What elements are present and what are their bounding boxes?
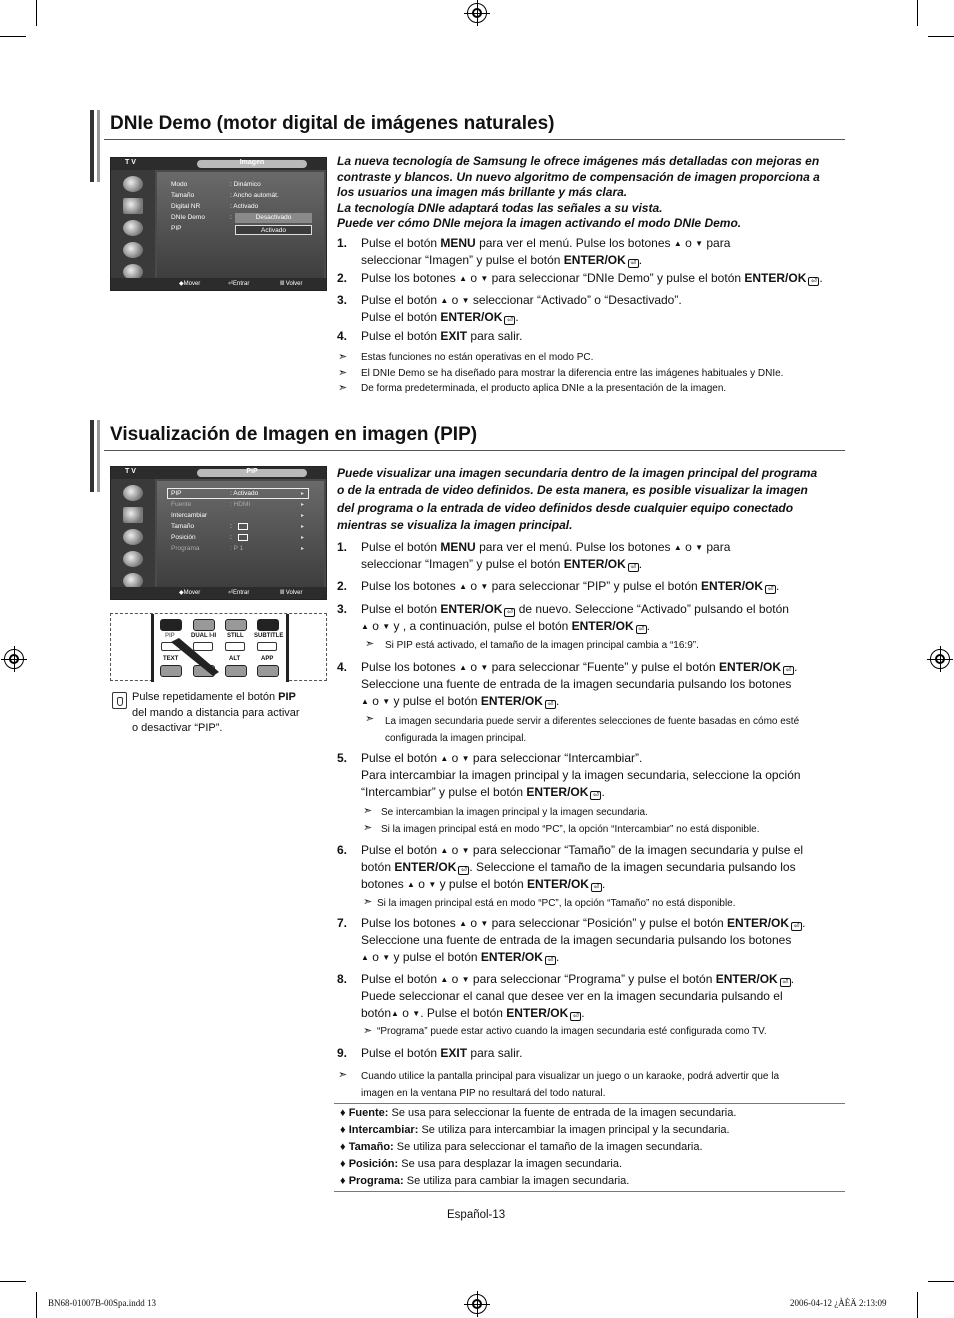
step-number: 3.: [337, 602, 348, 616]
step-text: [361, 578, 851, 595]
crop-mark: [928, 1281, 954, 1282]
remote-label-app: APP: [261, 656, 274, 662]
menu-row-value: : P 1: [230, 545, 244, 552]
menu-row-label: PIP: [171, 225, 182, 232]
menu-sidebar: [111, 479, 155, 587]
pointer-arrow-icon: [169, 636, 229, 676]
step-number: 1.: [337, 540, 348, 554]
section-title: DNIe Demo (motor digital de imágenes naturales): [110, 113, 555, 134]
step-line: Pulse los botones ▲ o ▼ para seleccionar “DNIe Demo” y pulse el botón ENTER/OK ⏎ .: [361, 271, 823, 285]
definition-row: [340, 1156, 622, 1173]
crop-mark: [0, 36, 26, 37]
step-text: [361, 328, 851, 345]
remote-label-text: TEXT: [163, 656, 179, 662]
crop-mark: [36, 1292, 37, 1318]
note-line: La imagen secundaria puede servir a diferentes selecciones de fuente basadas en cómo esté: [385, 716, 800, 727]
definition-row: [340, 1122, 730, 1139]
step-line: botones ▲ o ▼ y pulse el botón ENTER/OK ⏎ .: [361, 877, 606, 891]
note: Si la imagen principal está en modo “PC”, la opción “Tamaño” no está disponible.: [377, 898, 736, 909]
step-number: 1.: [337, 236, 348, 250]
note-arrow-icon: ➣: [363, 896, 373, 908]
sound-icon: [123, 220, 143, 236]
step-line: “Intercambiar” y pulse el botón ENTER/OK ⏎ .: [361, 785, 605, 799]
note-line: imagen en la ventana PIP no resultará del todo natural.: [361, 1088, 606, 1099]
definitions-box: [334, 1103, 845, 1192]
step-line: Pulse el botón EXIT para salir.: [361, 1046, 523, 1060]
definition-row: [340, 1105, 736, 1122]
menu-row-value: :: [230, 523, 232, 530]
definition-term: Intercambiar:: [348, 1124, 419, 1136]
app-button-icon: [257, 642, 277, 651]
step-number: 8.: [337, 972, 348, 986]
footer-return: Ⅲ Volver: [280, 281, 303, 287]
input-icon: [123, 485, 143, 501]
size-icon: [238, 523, 248, 530]
note-line: Cuando utilice la pantalla principal para visualizar un juego o un karaoke, podrá advertir que la: [361, 1071, 780, 1082]
dual-button-icon: [193, 619, 215, 631]
date-info: 2006-04-12 ¿ÀÈÄ 2:13:09: [790, 1298, 887, 1308]
definition-desc: Se usa para seleccionar la fuente de entrada de la imagen secundaria.: [391, 1107, 737, 1119]
menu-tag: T V: [125, 468, 136, 475]
section-title: Visualización de Imagen en imagen (PIP): [110, 424, 478, 445]
definition-term: Posición:: [348, 1158, 399, 1170]
section-rule: [104, 450, 845, 451]
popup-option-desactivado: Desactivado: [235, 213, 312, 223]
intro-line: Puede ver cómo DNIe mejora la imagen activando el modo DNIe Demo.: [337, 216, 742, 230]
definition-term: Programa:: [348, 1175, 404, 1187]
step-text: [361, 750, 851, 801]
step-line: Pulse el botón MENU para ver el menú. Pulse los botones ▲ o ▼ para: [361, 236, 731, 250]
crop-mark: [36, 0, 37, 26]
step-line: Seleccione una fuente de entrada de la imagen secundaria pulsando los botones: [361, 933, 792, 947]
menu-row-label: Programa: [171, 545, 200, 552]
step-line: Seleccione una fuente de entrada de la imagen secundaria pulsando los botones: [361, 677, 792, 691]
menu-row-label: Tamaño: [171, 192, 195, 199]
menu-row-label: Fuente: [171, 501, 192, 508]
position-icon: [238, 534, 248, 541]
step-line: ▲ o ▼ y , a continuación, pulse el botón ENTER/OK ⏎ .: [361, 619, 650, 633]
note: Si PIP está activado, el tamaño de la imagen principal cambia a “16:9”.: [385, 640, 699, 651]
note-arrow-icon: ➣: [338, 367, 348, 379]
section-bar: [97, 420, 100, 492]
step-line: botón ENTER/OK ⏎ . Seleccione el tamaño de la imagen secundaria pulsando los: [361, 860, 796, 874]
step-line: Pulse el botón ▲ o ▼ para seleccionar “Programa” y pulse el botón ENTER/OK ⏎ .: [361, 972, 795, 986]
menu-row-value: : Activado: [230, 203, 259, 210]
channel-icon: [123, 551, 143, 567]
tip-line: Pulse repetidamente el botón PIP: [132, 691, 296, 703]
remote-illustration: [110, 613, 327, 681]
section-rule: [104, 139, 845, 140]
section-bar: [90, 420, 94, 492]
note-arrow-icon: ➣: [365, 638, 375, 650]
step-text: [361, 659, 851, 710]
still-button-icon: [225, 619, 247, 631]
menu-row-label: Posición: [171, 534, 196, 541]
step-text: [361, 842, 851, 893]
chevron-right-icon: ▸: [301, 535, 305, 541]
note: De forma predeterminada, el producto aplica DNIe a la presentación de la imagen.: [361, 383, 727, 394]
hand-icon: [112, 692, 127, 709]
step-text: [361, 971, 851, 1022]
note: El DNIe Demo se ha diseñado para mostrar la diferencia entre las imágenes habituales y DNIe.: [361, 368, 784, 379]
step-text: [361, 915, 851, 966]
file-info: BN68-01007B-00Spa.indd 13: [48, 1298, 156, 1308]
note: [385, 713, 799, 747]
menu-row-value: :: [230, 214, 232, 221]
bullet-icon: ♦: [340, 1124, 346, 1136]
picture-icon: [123, 507, 143, 523]
note: Se intercambian la imagen principal y la imagen secundaria.: [381, 807, 648, 818]
step-number: 2.: [337, 579, 348, 593]
footer-enter: ⏎Entrar: [228, 281, 250, 287]
note: “Programa” puede estar activo cuando la imagen secundaria esté configurada como TV.: [377, 1026, 767, 1037]
step-number: 9.: [337, 1046, 348, 1060]
step-line: Puede seleccionar el canal que desee ver en la imagen secundaria pulsando el: [361, 989, 783, 1003]
registration-mark-icon: [467, 1294, 487, 1314]
definition-desc: Se utiliza para seleccionar el tamaño de la imagen secundaria.: [396, 1141, 703, 1153]
input-icon: [123, 176, 143, 192]
step-text: [361, 235, 851, 269]
tv-menu-pip: [110, 466, 327, 600]
step-line: seleccionar “Imagen” y pulse el botón ENTER/OK ⏎ .: [361, 253, 643, 267]
crop-mark: [928, 36, 954, 37]
tip-line: del mando a distancia para activar: [132, 706, 300, 719]
definition-row: [340, 1173, 629, 1190]
intro-line: o de la entrada de video definidos. De esta manera, es posible visualizar la imagen: [337, 483, 808, 498]
note-line: configurada la imagen principal.: [385, 733, 527, 744]
step-line: Pulse el botón MENU para ver el menú. Pulse los botones ▲ o ▼ para: [361, 540, 731, 554]
note-arrow-icon: ➣: [363, 822, 373, 834]
menu-row-label: Digital NR: [171, 203, 201, 210]
intro-line: Puede visualizar una imagen secundaria dentro de la imagen principal del programa: [337, 466, 818, 480]
chevron-right-icon: ▸: [301, 491, 305, 497]
remote-label-still: STILL: [227, 633, 244, 639]
intro-line: los usuarios una imagen más brillante y más clara.: [337, 185, 628, 199]
step-text: [361, 270, 851, 287]
step-line: ▲ o ▼ y pulse el botón ENTER/OK ⏎ .: [361, 694, 560, 708]
definition-desc: Se usa para desplazar la imagen secundaria.: [401, 1158, 623, 1170]
step-line: Pulse el botón ENTER/OK ⏎ .: [361, 310, 519, 324]
final-note: [361, 1068, 779, 1102]
menu-row-label: DNIe Demo: [171, 214, 205, 221]
menu-titlebar: [197, 160, 307, 168]
bullet-icon: ♦: [340, 1141, 346, 1153]
footer-move: ◆Mover: [179, 281, 201, 287]
menu-row-label: Intercambiar: [171, 512, 208, 519]
footer-move: ◆Mover: [179, 590, 201, 596]
remote-button-icon: [257, 665, 279, 677]
step-number: 6.: [337, 843, 348, 857]
picture-icon: [123, 198, 143, 214]
chevron-right-icon: ▸: [301, 502, 305, 508]
step-text: [361, 539, 851, 573]
pip-button-icon: [160, 619, 182, 631]
pip-intro: [337, 465, 847, 534]
note-arrow-icon: ➣: [363, 805, 373, 817]
step-line: Pulse el botón ENTER/OK ⏎ de nuevo. Seleccione “Activado” pulsando el botón: [361, 602, 789, 616]
menu-tag: T V: [125, 159, 136, 166]
note-arrow-icon: ➣: [338, 382, 348, 394]
registration-mark-icon: [4, 649, 24, 669]
chevron-right-icon: ▸: [301, 546, 305, 552]
pip-tip: [132, 690, 327, 737]
menu-title: PIP: [246, 468, 258, 475]
definition-row: [340, 1139, 703, 1156]
step-number: 4.: [337, 329, 348, 343]
footer-enter: ⏎Entrar: [228, 590, 250, 596]
popup-option-activado: Activado: [235, 225, 312, 235]
intro-line: La tecnología DNIe adaptará todas las señales a su vista.: [337, 200, 663, 215]
step-number: 7.: [337, 916, 348, 930]
menu-footer: [111, 278, 326, 290]
step-line: botón▲ o ▼. Pulse el botón ENTER/OK ⏎ .: [361, 1006, 585, 1020]
step-line: Pulse el botón ▲ o ▼ seleccionar “Activado” o “Desactivado”.: [361, 293, 682, 307]
intro-line: contraste y blancos. Un nuevo algoritmo de compensación de imagen proporciona a: [337, 169, 820, 184]
note-arrow-icon: ➣: [338, 1069, 348, 1081]
step-line: Pulse los botones ▲ o ▼ para seleccionar “Posición” y pulse el botón ENTER/OK ⏎ .: [361, 916, 806, 930]
step-line: Pulse los botones ▲ o ▼ para seleccionar “Fuente” y pulse el botón ENTER/OK ⏎ .: [361, 660, 798, 674]
menu-row-value: : Dinámico: [230, 181, 261, 188]
menu-row-value: : Ancho automát.: [230, 192, 279, 199]
tv-menu-imagen: [110, 157, 327, 291]
remote-label-subtitle: SUBTITLE: [254, 633, 284, 639]
step-text: [361, 292, 851, 326]
bullet-icon: ♦: [340, 1107, 346, 1119]
menu-row-value: : Activado: [230, 490, 259, 497]
registration-mark-icon: [467, 3, 487, 23]
bullet-icon: ♦: [340, 1175, 346, 1187]
section-bar: [90, 110, 94, 182]
menu-row-label: Tamaño: [171, 523, 195, 530]
definition-desc: Se utiliza para intercambiar la imagen principal y la secundaria.: [421, 1124, 730, 1136]
chevron-right-icon: ▸: [301, 524, 305, 530]
remote-label-pip: PIP: [165, 633, 175, 639]
step-number: 4.: [337, 660, 348, 674]
menu-row-label: Modo: [171, 181, 188, 188]
bullet-icon: ♦: [340, 1158, 346, 1170]
step-line: ▲ o ▼ y pulse el botón ENTER/OK ⏎ .: [361, 950, 560, 964]
menu-row-label: PIP: [171, 490, 182, 497]
intro-line: del programa o la entrada de video definidos desde cualquier equipo conectado: [337, 500, 794, 515]
intro-line: La nueva tecnología de Samsung le ofrece imágenes más detalladas con mejoras en: [337, 154, 820, 168]
step-line: Pulse el botón EXIT para salir.: [361, 329, 523, 343]
hand-glyph: [117, 697, 123, 706]
menu-row-value: :: [230, 534, 232, 541]
remote-label-alt: ALT: [229, 656, 241, 662]
crop-mark: [917, 0, 918, 26]
crop-mark: [917, 1292, 918, 1318]
menu-header: [111, 467, 326, 479]
note-arrow-icon: ➣: [365, 713, 375, 725]
menu-title: Imagen: [239, 159, 265, 166]
note: Si la imagen principal está en modo “PC”, la opción “Intercambiar” no está disponible.: [381, 824, 760, 835]
definition-desc: Se utiliza para cambiar la imagen secundaria.: [406, 1175, 630, 1187]
crop-mark: [0, 1281, 26, 1282]
step-line: seleccionar “Imagen” y pulse el botón ENTER/OK ⏎ .: [361, 557, 643, 571]
definition-term: Fuente:: [348, 1107, 389, 1119]
menu-header: [111, 158, 326, 170]
channel-icon: [123, 242, 143, 258]
menu-sidebar: [111, 170, 155, 278]
note: Estas funciones no están operativas en el modo PC.: [361, 352, 594, 363]
step-number: 2.: [337, 271, 348, 285]
step-line: Pulse el botón ▲ o ▼ para seleccionar “Intercambiar”.: [361, 751, 643, 765]
step-number: 5.: [337, 751, 348, 765]
menu-footer: [111, 587, 326, 599]
subtitle-button-icon: [257, 619, 279, 631]
note-arrow-icon: ➣: [338, 351, 348, 363]
step-line: Pulse los botones ▲ o ▼ para seleccionar “PIP” y pulse el botón ENTER/OK ⏎ .: [361, 579, 780, 593]
step-number: 3.: [337, 293, 348, 307]
menu-titlebar: [197, 469, 307, 477]
step-line: Para intercambiar la imagen principal y la imagen secundaria, seleccione la opción: [361, 768, 801, 782]
page-number: Español-13: [447, 1209, 506, 1221]
menu-row-value: : HDMI: [230, 501, 251, 508]
registration-mark-icon: [930, 649, 950, 669]
step-text: [361, 601, 851, 635]
step-line: Pulse el botón ▲ o ▼ para seleccionar “Tamaño” de la imagen secundaria y pulse el: [361, 843, 804, 857]
footer-return: Ⅲ Volver: [280, 590, 303, 596]
section-bar: [97, 110, 100, 182]
chevron-right-icon: ▸: [301, 513, 305, 519]
step-text: [361, 1045, 851, 1062]
tip-line: o desactivar “PIP”.: [132, 722, 223, 734]
sound-icon: [123, 529, 143, 545]
remote-label-dual: DUAL I-II: [191, 633, 217, 639]
definition-term: Tamaño:: [348, 1141, 394, 1153]
dnie-intro: [337, 154, 847, 232]
intro-line: mientras se visualiza la imagen principal.: [337, 517, 573, 532]
note-arrow-icon: ➣: [363, 1025, 373, 1037]
